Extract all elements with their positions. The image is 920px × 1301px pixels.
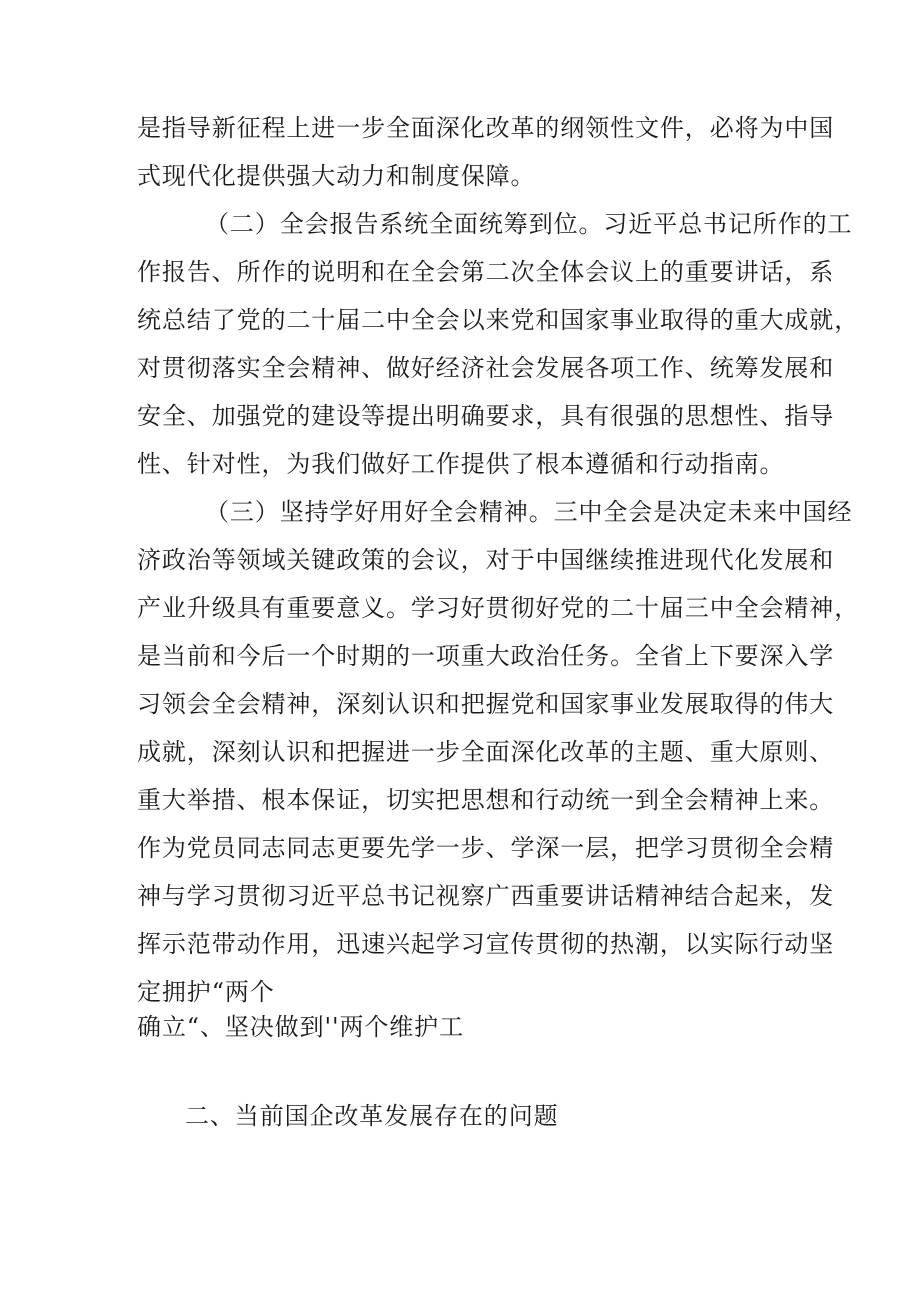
- text-line-17: 神与学习贯彻习近平总书记视察广西重要讲话精神结合起来，发: [137, 882, 835, 910]
- text-line-4: 作报告、所作的说明和在全会第二次全体会议上的重要讲话，系: [137, 258, 835, 286]
- text-line-11: 产业升级具有重要意义。学习好贯彻好党的二十届三中全会精神，: [137, 594, 860, 622]
- text-line-20: 确立“、坚决做到''两个维护工: [137, 1013, 464, 1041]
- text-line-12: 是当前和今后一个时期的一项重大政治任务。全省上下要深入学: [137, 642, 835, 670]
- text-line-19: 定拥护“两个: [137, 978, 275, 1006]
- paragraph-2-start: （二）全会报告系统全面统筹到位。习近平总书记所作的工: [205, 210, 853, 238]
- text-line-18: 挥示范带动作用，迅速兴起学习宣传贯彻的热潮，以实际行动坚: [137, 930, 835, 958]
- text-line-1: 是指导新征程上进一步全面深化改革的纲领性文件，必将为中国: [137, 114, 835, 142]
- text-line-13: 习领会全会精神，深刻认识和把握党和国家事业发展取得的伟大: [137, 690, 835, 718]
- section-heading: 二、当前国企改革发展存在的问题: [185, 1102, 559, 1130]
- text-line-2: 式现代化提供强大动力和制度保障。: [137, 162, 536, 190]
- text-line-10: 济政治等领域关键政策的会议，对于中国继续推进现代化发展和: [137, 546, 835, 574]
- text-line-8: 性、针对性，为我们做好工作提供了根本遵循和行动指南。: [137, 450, 785, 478]
- text-line-16: 作为党员同志同志更要先学一步、学深一层，把学习贯彻全会精: [137, 834, 835, 862]
- text-line-15: 重大举措、根本保证，切实把思想和行动统一到全会精神上来。: [137, 786, 835, 814]
- text-line-6: 对贯彻落实全会精神、做好经济社会发展各项工作、统筹发展和: [137, 354, 835, 382]
- text-line-5: 统总结了党的二十届二中全会以来党和国家事业取得的重大成就，: [137, 306, 860, 334]
- paragraph-3-start: （三）坚持学好用好全会精神。三中全会是决定未来中国经: [205, 498, 853, 526]
- text-line-14: 成就，深刻认识和把握进一步全面深化改革的主题、重大原则、: [137, 738, 835, 766]
- text-line-7: 安全、加强党的建设等提出明确要求，具有很强的思想性、指导: [137, 402, 835, 430]
